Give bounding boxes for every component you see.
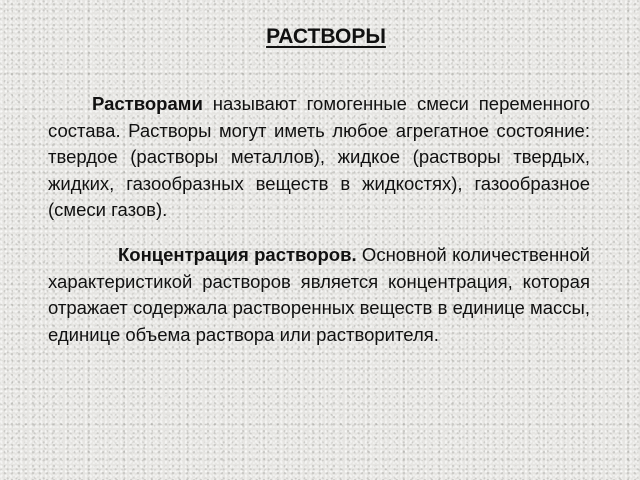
slide-title: РАСТВОРЫ: [266, 25, 386, 48]
definition-paragraph: [48, 91, 590, 224]
definition-term: Растворами: [92, 93, 203, 114]
concentration-term: Концентрация растворов.: [118, 244, 357, 265]
concentration-paragraph: [48, 242, 590, 348]
concentration-text: Основной количественной характеристикой растворов является концентрация, которая отражает содержала растворенных веществ в единице массы, единице объема раствора или растворителя.: [48, 244, 590, 345]
definition-text: называют гомогенные смеси переменного состава. Растворы могут иметь любое агрегатное состояние: твердое (растворы металлов), жидкое (растворы твердых, жидких, газообразных веществ в жидкостях), газообразное (смеси газов).: [48, 93, 590, 220]
